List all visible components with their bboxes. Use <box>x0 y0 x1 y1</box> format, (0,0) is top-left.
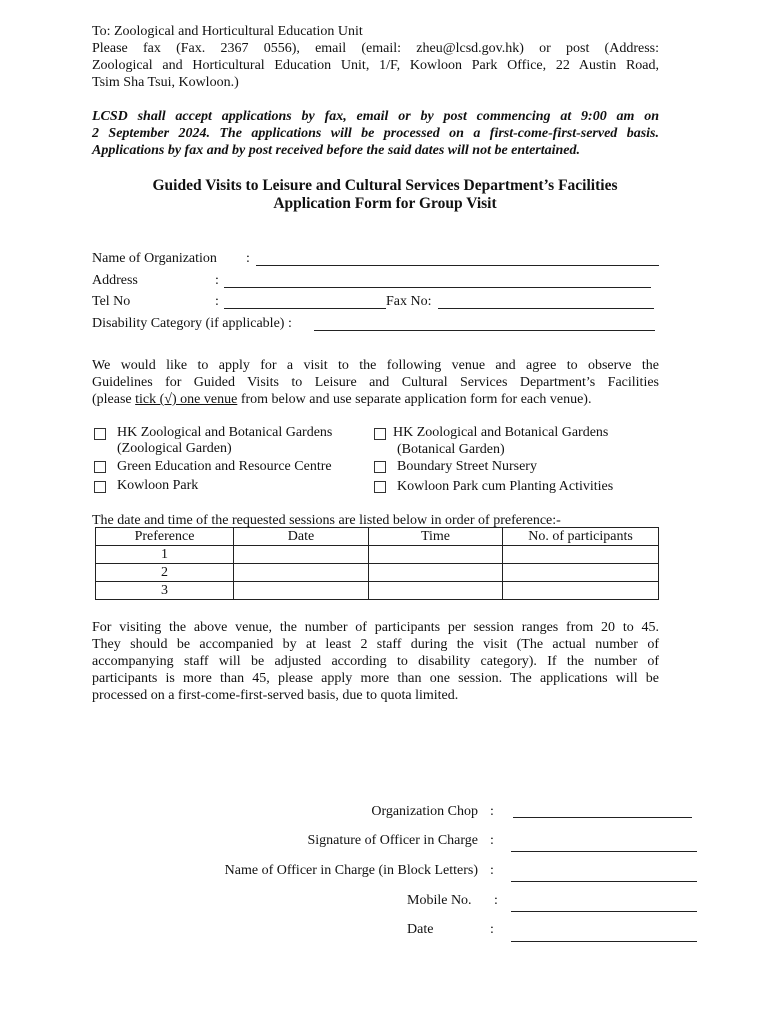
officer-name-label: Name of Officer in Charge (in Block Letters) <box>224 863 478 878</box>
venue-label-botanical-garden-sub: (Botanical Garden) <box>397 442 505 457</box>
mobile-colon: : <box>494 893 498 908</box>
note-line-4: participants is more than 45, please apply more than one session. The applications will be <box>92 671 659 686</box>
org-name-colon: : <box>246 251 250 266</box>
table-row <box>96 546 659 564</box>
mobile-field[interactable] <box>511 911 697 912</box>
venue-label-boundary-street-nursery: Boundary Street Nursery <box>397 459 537 474</box>
date-colon: : <box>490 922 494 937</box>
date-field[interactable] <box>511 941 697 942</box>
intro-line-3 <box>92 391 591 408</box>
org-name-label: Name of Organization <box>92 251 217 266</box>
participants-cell[interactable] <box>503 582 659 600</box>
address-field[interactable] <box>224 287 651 288</box>
venue-label-zoological-garden-sub: (Zoological Garden) <box>117 441 232 456</box>
officer-signature-label: Signature of Officer in Charge <box>307 833 478 848</box>
preference-number: 1 <box>96 546 234 564</box>
organization-chop-label: Organization Chop <box>371 804 478 819</box>
participants-cell[interactable] <box>503 546 659 564</box>
header-preference: Preference <box>96 528 234 546</box>
intro-line-3-suffix: from below and use separate application form for each venue). <box>237 392 592 407</box>
sessions-caption: The date and time of the requested sessions are listed below in order of preference:- <box>92 513 561 528</box>
header-participants: No. of participants <box>503 528 659 546</box>
note-line-5: processed on a first-come-first-served basis, due to quota limited. <box>92 688 459 703</box>
organization-chop-colon: : <box>490 804 494 819</box>
participants-cell[interactable] <box>503 564 659 582</box>
notice-line-1: LCSD shall accept applications by fax, email or by post commencing at 9:00 am on <box>92 109 659 124</box>
date-cell[interactable] <box>234 582 369 600</box>
intro-line-2: Guidelines for Guided Visits to Leisure and Cultural Services Department’s Facilities <box>92 375 659 390</box>
intro-line-1: We would like to apply for a visit to the following venue and agree to observe the <box>92 358 659 373</box>
sessions-table-header <box>96 528 659 546</box>
address-colon: : <box>215 273 219 288</box>
sessions-table <box>95 527 659 600</box>
contact-instructions-line-1: Please fax (Fax. 2367 0556), email (email: zheu@lcsd.gov.hk) or post (Address: <box>92 41 659 56</box>
officer-name-colon: : <box>490 863 494 878</box>
note-line-2: They should be accompanied by at least 2 staff during the visit (The actual number of <box>92 637 659 652</box>
tel-label: Tel No <box>92 294 131 309</box>
organization-chop-field[interactable] <box>513 817 692 818</box>
tel-colon: : <box>215 294 219 309</box>
venue-label-kowloon-park: Kowloon Park <box>117 478 199 493</box>
venue-checkbox-kowloon-park[interactable] <box>94 481 106 493</box>
preference-number: 3 <box>96 582 234 600</box>
mobile-label: Mobile No. <box>407 893 472 908</box>
time-cell[interactable] <box>369 564 503 582</box>
fax-field[interactable] <box>438 308 654 309</box>
header-date: Date <box>234 528 369 546</box>
contact-instructions-line-2: Zoological and Horticultural Education Unit, 1/F, Kowloon Park Office, 22 Austin Road, <box>92 58 659 73</box>
notice-line-3: Applications by fax and by post received before the said dates will not be entertained. <box>92 143 581 158</box>
disability-category-label: Disability Category (if applicable) : <box>92 316 292 331</box>
preference-number: 2 <box>96 564 234 582</box>
venue-label-zoological-garden: HK Zoological and Botanical Gardens <box>117 425 333 440</box>
date-cell[interactable] <box>234 546 369 564</box>
date-cell[interactable] <box>234 564 369 582</box>
venue-checkbox-kowloon-park-planting[interactable] <box>374 481 386 493</box>
note-line-1: For visiting the above venue, the number of participants per session ranges from 20 to 45. <box>92 620 659 635</box>
venue-label-kowloon-park-planting: Kowloon Park cum Planting Activities <box>397 479 614 494</box>
address-label: Address <box>92 273 138 288</box>
venue-checkbox-boundary-street-nursery[interactable] <box>374 461 386 473</box>
venue-checkbox-zoological-garden[interactable] <box>94 428 106 440</box>
table-row <box>96 582 659 600</box>
venue-label-botanical-garden: HK Zoological and Botanical Gardens <box>393 425 609 440</box>
fax-label: Fax No: <box>386 294 432 309</box>
officer-signature-field[interactable] <box>511 851 697 852</box>
venue-checkbox-green-education-centre[interactable] <box>94 461 106 473</box>
intro-line-3-prefix: (please <box>92 392 136 407</box>
org-name-field[interactable] <box>256 265 659 266</box>
intro-tick-instruction: tick (√) one venue <box>135 392 238 407</box>
notice-line-2: 2 September 2024. The applications will be processed on a first-come-first-served basis. <box>92 126 659 141</box>
time-cell[interactable] <box>369 546 503 564</box>
disability-category-field[interactable] <box>314 330 655 331</box>
venue-label-green-education-centre: Green Education and Resource Centre <box>117 459 332 474</box>
form-title-line-1: Guided Visits to Leisure and Cultural Services Department’s Facilities <box>152 177 618 194</box>
officer-signature-colon: : <box>490 833 494 848</box>
venue-checkbox-botanical-garden[interactable] <box>374 428 386 440</box>
header-time: Time <box>369 528 503 546</box>
table-row <box>96 564 659 582</box>
date-label: Date <box>407 922 434 937</box>
note-line-3: accompanying staff will be adjusted according to disability category). If the number of <box>92 654 659 669</box>
form-title-line-2: Application Form for Group Visit <box>273 195 497 212</box>
time-cell[interactable] <box>369 582 503 600</box>
officer-name-field[interactable] <box>511 881 697 882</box>
contact-instructions-line-3: Tsim Sha Tsui, Kowloon.) <box>92 75 239 90</box>
recipient-line: To: Zoological and Horticultural Education Unit <box>92 24 363 39</box>
tel-field[interactable] <box>224 308 386 309</box>
